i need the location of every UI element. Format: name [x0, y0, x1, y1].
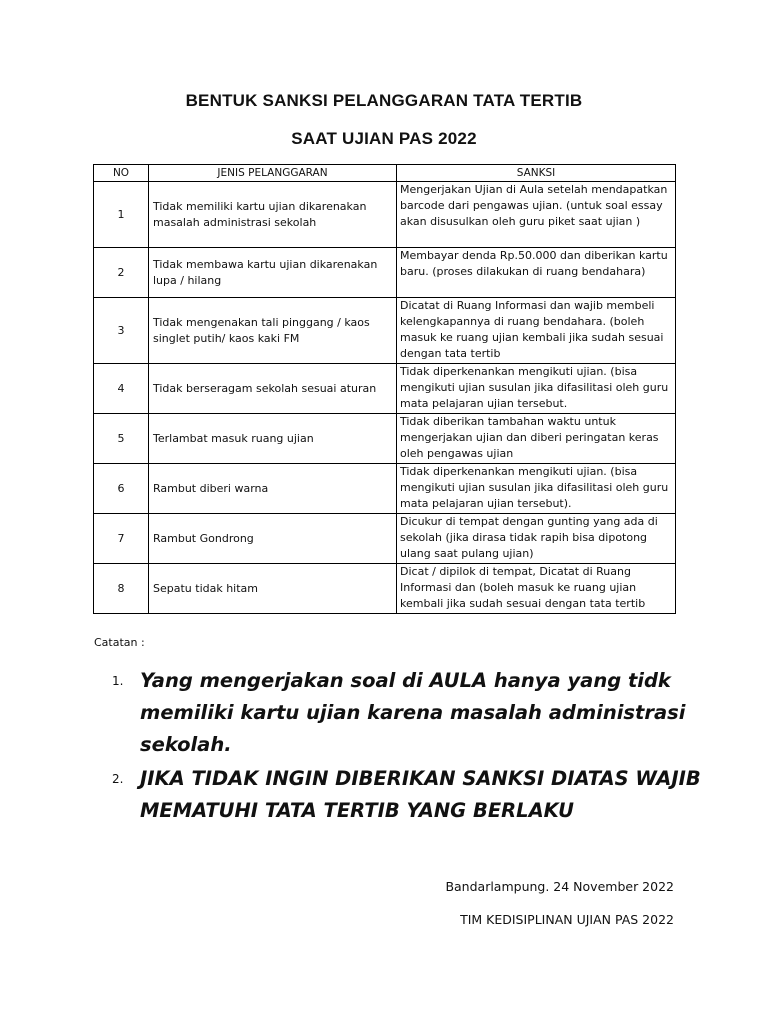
violation-cell: Rambut diberi warna — [149, 464, 397, 514]
row-number: 5 — [94, 414, 149, 464]
row-number: 8 — [94, 564, 149, 614]
violation-cell: Rambut Gondrong — [149, 514, 397, 564]
signature-team: TIM KEDISIPLINAN UJIAN PAS 2022 — [460, 912, 674, 927]
violation-cell: Sepatu tidak hitam — [149, 564, 397, 614]
note-item — [112, 763, 712, 827]
table-row — [94, 298, 676, 364]
notes-list — [112, 665, 712, 827]
note-number: 2. — [112, 772, 124, 786]
row-number: 2 — [94, 248, 149, 298]
row-number: 6 — [94, 464, 149, 514]
note-text: Yang mengerjakan soal di AULA hanya yang tidk memiliki kartu ujian karena masalah administrasi sekolah. — [140, 669, 686, 756]
column-header-jenis: JENIS PELANGGARAN — [149, 165, 397, 182]
sanction-cell: Mengerjakan Ujian di Aula setelah mendapatkan barcode dari pengawas ujian. (untuk soal essay akan disusulkan oleh guru piket saat ujian ) — [397, 182, 676, 248]
row-number: 3 — [94, 298, 149, 364]
table-row — [94, 514, 676, 564]
sanction-cell: Dicat / dipilok di tempat, Dicatat di Ruang Informasi dan (boleh masuk ke ruang ujian kembali jika sudah sesuai dengan tata tertib — [397, 564, 676, 614]
violation-cell: Tidak mengenakan tali pinggang / kaos singlet putih/ kaos kaki FM — [149, 298, 397, 364]
sanction-table — [93, 164, 676, 614]
note-text: JIKA TIDAK INGIN DIBERIKAN SANKSI DIATAS WAJIB MEMATUHI TATA TERTIB YANG BERLAKU — [140, 767, 701, 822]
table-row — [94, 364, 676, 414]
signature-place-date: Bandarlampung. 24 November 2022 — [445, 879, 674, 894]
document-subtitle: SAAT UJIAN PAS 2022 — [291, 129, 477, 148]
violation-cell: Tidak berseragam sekolah sesuai aturan — [149, 364, 397, 414]
sanction-cell: Membayar denda Rp.50.000 dan diberikan kartu baru. (proses dilakukan di ruang bendahara) — [397, 248, 676, 298]
column-header-no: NO — [94, 165, 149, 182]
sanction-cell: Tidak diperkenankan mengikuti ujian. (bisa mengikuti ujian susulan jika difasilitasi oleh guru mata pelajaran ujian tersebut). — [397, 464, 676, 514]
note-item — [112, 665, 712, 761]
table-row — [94, 464, 676, 514]
row-number: 7 — [94, 514, 149, 564]
notes-label: Catatan : — [94, 636, 145, 649]
column-header-sanksi: SANKSI — [397, 165, 676, 182]
note-number: 1. — [112, 674, 124, 688]
row-number: 1 — [94, 182, 149, 248]
violation-cell: Tidak memiliki kartu ujian dikarenakan masalah administrasi sekolah — [149, 182, 397, 248]
violation-cell: Tidak membawa kartu ujian dikarenakan lupa / hilang — [149, 248, 397, 298]
table-row — [94, 248, 676, 298]
sanction-cell: Tidak diberikan tambahan waktu untuk mengerjakan ujian dan diberi peringatan keras oleh pengawas ujian — [397, 414, 676, 464]
sanction-cell: Dicatat di Ruang Informasi dan wajib membeli kelengkapannya di ruang bendahara. (boleh masuk ke ruang ujian kembali jika sudah sesuai dengan tata tertib — [397, 298, 676, 364]
sanction-cell: Dicukur di tempat dengan gunting yang ada di sekolah (jika dirasa tidak rapih bisa dipotong ulang saat pulang ujian) — [397, 514, 676, 564]
table-row — [94, 414, 676, 464]
row-number: 4 — [94, 364, 149, 414]
table-row — [94, 182, 676, 248]
table-row — [94, 564, 676, 614]
sanction-cell: Tidak diperkenankan mengikuti ujian. (bisa mengikuti ujian susulan jika difasilitasi oleh guru mata pelajaran ujian tersebut. — [397, 364, 676, 414]
violation-cell: Terlambat masuk ruang ujian — [149, 414, 397, 464]
document-title: BENTUK SANKSI PELANGGARAN TATA TERTIB — [185, 91, 583, 110]
table-header-row — [94, 165, 676, 182]
